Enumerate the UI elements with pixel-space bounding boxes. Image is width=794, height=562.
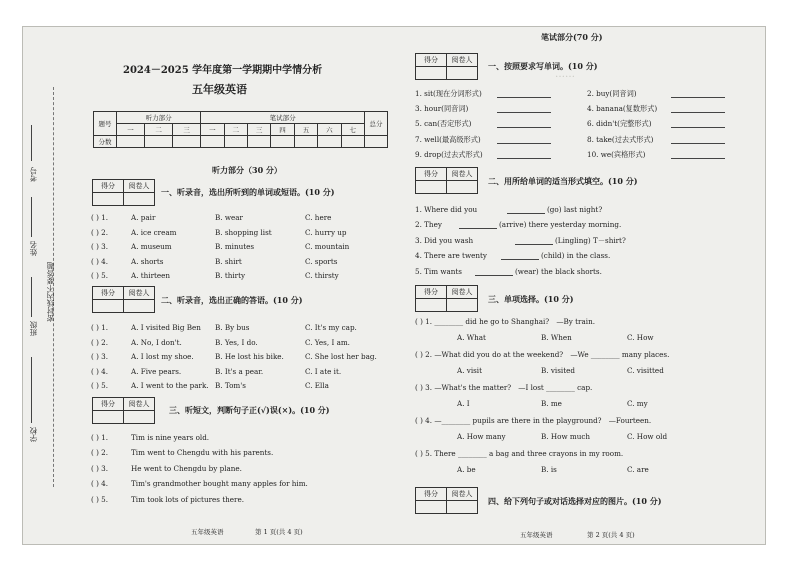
question-text[interactable]: ( ) 3. —What's the matter? —I lost ________ cap. [415, 383, 593, 392]
word-item: 6. didn't(完整形式) [587, 119, 652, 129]
written-col: 五 [294, 124, 317, 136]
grader-box [415, 487, 478, 514]
seal-warning: 密封线内不要答题 [46, 262, 55, 322]
xingming-label: 姓名 [29, 241, 38, 256]
answer-blank[interactable] [507, 213, 545, 214]
question-number[interactable]: ( ) 2. [91, 337, 109, 347]
option-a[interactable]: A. be [457, 465, 476, 474]
footer-page: 第 1 页(共 4 页) [255, 528, 303, 536]
grader-reader-cell[interactable] [447, 181, 478, 194]
grader-score-label: 得分 [93, 180, 124, 193]
word-item: 3. hour(同音词) [415, 104, 469, 114]
grader-reader-cell[interactable] [447, 299, 478, 312]
question-number[interactable]: ( ) 1. [91, 433, 109, 442]
grader-score-label: 得分 [93, 398, 124, 411]
question-text[interactable]: ( ) 5. There ________ a bag and three crayons in my room. [415, 449, 624, 458]
grader-score-cell[interactable] [416, 67, 447, 80]
answer-blank[interactable] [497, 112, 551, 113]
option-c[interactable]: C. How old [627, 432, 668, 441]
option-a[interactable]: A. I lost my shoe. [131, 352, 194, 362]
grader-score-label: 得分 [93, 287, 124, 300]
grader-reader-cell[interactable] [447, 67, 478, 80]
question-number[interactable]: ( ) 4. [91, 479, 109, 489]
grader-box [92, 286, 155, 313]
question-number[interactable]: ( ) 2. [91, 448, 109, 458]
option-a[interactable]: A. How many [457, 432, 506, 441]
written-col: 一 [201, 124, 224, 136]
option-a[interactable]: A. visit [457, 366, 482, 375]
fenshu-label: 分数 [94, 136, 117, 148]
grader-reader-cell[interactable] [124, 300, 155, 313]
exam-subtitle: 五年级英语 [192, 83, 247, 96]
sentence-end: (child) in the class. [541, 251, 611, 261]
question-number[interactable]: ( ) 2. [91, 227, 109, 237]
option-a[interactable]: A. Five pears. [131, 366, 182, 376]
option-c[interactable]: C. are [627, 465, 649, 474]
grader-box [415, 167, 478, 194]
statement-text: Tim took lots of pictures there. [131, 494, 244, 504]
option-c[interactable]: C. Ella [305, 381, 329, 391]
footer-page: 第 2 页(共 4 页) [587, 531, 635, 539]
score-cell[interactable] [117, 136, 145, 148]
grader-reader-label: 阅卷人 [447, 168, 478, 181]
score-cell[interactable] [145, 136, 173, 148]
score-cell[interactable] [341, 136, 364, 148]
score-cell[interactable] [271, 136, 294, 148]
answer-blank[interactable] [671, 112, 725, 113]
grader-reader-label: 阅卷人 [124, 180, 155, 193]
answer-blank[interactable] [671, 127, 725, 128]
answer-blank[interactable] [501, 259, 539, 260]
answer-blank[interactable] [497, 158, 551, 159]
option-a[interactable]: A. What [457, 333, 486, 342]
option-a[interactable]: A. thirteen [131, 271, 171, 281]
exam-title: 2024－2025 学年度第一学期期中学情分析 [123, 65, 323, 76]
total-header: 总分 [365, 112, 388, 136]
written-col: 四 [271, 124, 294, 136]
option-b[interactable]: B. How much [541, 432, 590, 441]
option-b[interactable]: B. Tom's [215, 381, 246, 391]
sentence-end: (arrive) there yesterday morning. [499, 220, 622, 230]
section-title: 二、用所给单词的适当形式填空。(10 分) [488, 176, 638, 186]
answer-blank[interactable] [497, 97, 551, 98]
section-title: 一、听录音，选出所听到的单词或短语。(10 分) [161, 187, 335, 197]
option-b[interactable]: B. He lost his bike. [215, 352, 284, 362]
grader-box [415, 285, 478, 312]
section-title: 四、给下列句子或对话选择对应的图片。(10 分) [488, 496, 662, 506]
footer-subject: 五年级英语 [520, 531, 553, 539]
option-c[interactable]: C. visitted [627, 366, 664, 375]
tihao-header: 题号 [94, 112, 117, 136]
grader-score-cell[interactable] [416, 501, 447, 514]
kaohao-label: 考号 [29, 167, 38, 182]
option-a[interactable]: A. I [457, 399, 470, 408]
written-col: 三 [247, 124, 270, 136]
exam-sheet [22, 26, 766, 545]
word-item: 10. we(宾格形式) [587, 149, 646, 159]
grader-box [92, 179, 155, 206]
option-b[interactable]: B. shirt [215, 256, 242, 266]
grader-score-label: 得分 [416, 168, 447, 181]
option-c[interactable]: C. here [305, 213, 332, 222]
grader-score-cell[interactable] [93, 193, 124, 206]
question-text[interactable]: ( ) 2. —What did you do at the weekend? —We ________ many places. [415, 350, 670, 359]
word-item: 7. well(最高级形式) [415, 134, 481, 144]
option-c[interactable]: C. She lost her bag. [305, 352, 377, 362]
section-title: 三、单项选择。(10 分) [488, 294, 574, 304]
option-b[interactable]: B. minutes [215, 242, 255, 252]
sentence-end: (wear) the black shorts. [515, 266, 602, 276]
question-number[interactable]: ( ) 3. [91, 352, 109, 362]
sentence-end: (Lingling) T－shirt? [555, 235, 626, 245]
answer-blank[interactable] [515, 244, 553, 245]
section-title: 三、听短文，判断句子正(√)误(×)。(10 分) [169, 405, 330, 415]
score-cell[interactable] [224, 136, 247, 148]
written-part-heading: 笔试部分(70 分) [541, 32, 603, 42]
listening-header: 听力部分 [117, 112, 201, 124]
grader-reader-label: 阅卷人 [124, 287, 155, 300]
grader-reader-cell[interactable] [124, 193, 155, 206]
listening-col: 三 [173, 124, 201, 136]
grader-score-label: 得分 [416, 54, 447, 67]
score-cell[interactable] [173, 136, 201, 148]
grader-score-cell[interactable] [93, 300, 124, 313]
option-c[interactable]: C. mountain [305, 242, 350, 252]
answer-blank[interactable] [497, 127, 551, 128]
xuexiao-line [31, 357, 32, 423]
grader-box [415, 53, 478, 80]
question-number[interactable]: ( ) 1. [91, 323, 109, 332]
word-item: 4. banana(复数形式) [587, 104, 658, 114]
banji-label: 班级 [29, 321, 38, 336]
option-b[interactable]: B. It's a pear. [215, 366, 264, 376]
grader-score-cell[interactable] [416, 181, 447, 194]
section-title: 一、按照要求写单词。(10 分) [488, 61, 598, 71]
grader-reader-cell[interactable] [447, 501, 478, 514]
score-table [93, 111, 388, 148]
score-cell[interactable] [318, 136, 341, 148]
option-c[interactable]: C. thirsty [305, 271, 339, 281]
word-item: 2. buy(同音词) [587, 89, 637, 98]
sentence-end: (go) last night? [547, 205, 603, 214]
written-col: 二 [224, 124, 247, 136]
grader-score-label: 得分 [416, 488, 447, 501]
written-header: 笔试部分 [201, 112, 365, 124]
grader-reader-label: 阅卷人 [447, 286, 478, 299]
question-number[interactable]: ( ) 5. [91, 271, 109, 281]
grader-reader-label: 阅卷人 [124, 398, 155, 411]
option-a[interactable]: A. pair [131, 213, 156, 222]
question-number[interactable]: ( ) 5. [91, 494, 109, 504]
score-cell[interactable] [294, 136, 317, 148]
statement-text: Tim's grandmother bought many apples for him. [131, 479, 308, 489]
footer-subject: 五年级英语 [191, 528, 224, 536]
word-item: 9. drop(过去式形式) [415, 149, 483, 159]
sentence-start: 5. Tim wants [415, 266, 462, 276]
question-number[interactable]: ( ) 3. [91, 463, 109, 473]
option-c[interactable]: C. Yes, I am. [305, 337, 350, 347]
section-title: 二、听录音，选出正确的答语。(10 分) [161, 295, 303, 305]
kaohao-line [31, 125, 32, 161]
score-cell[interactable] [201, 136, 224, 148]
question-number[interactable]: ( ) 1. [91, 213, 109, 222]
statement-text: Tim is nine years old. [131, 433, 210, 442]
option-c[interactable]: C. How [627, 333, 654, 342]
option-b[interactable]: B. shopping list [215, 227, 272, 237]
banji-line [31, 277, 32, 317]
option-c[interactable]: C. hurry up [305, 227, 347, 237]
answer-blank[interactable] [671, 158, 725, 159]
option-b[interactable]: B. visited [541, 366, 575, 375]
grader-reader-label: 阅卷人 [447, 54, 478, 67]
question-number[interactable]: ( ) 5. [91, 381, 109, 391]
question-number[interactable]: ( ) 3. [91, 242, 109, 252]
listening-col: 二 [145, 124, 173, 136]
score-cell[interactable] [365, 136, 388, 148]
question-text[interactable]: ( ) 4. —________ pupils are there in the playground? —Fourteen. [415, 416, 652, 425]
grader-box [92, 397, 155, 424]
grader-score-label: 得分 [416, 286, 447, 299]
written-col: 六 [318, 124, 341, 136]
option-a[interactable]: A. shorts [131, 256, 164, 266]
option-b[interactable]: B. me [541, 399, 562, 408]
option-a[interactable]: A. I visited Big Ben [131, 323, 201, 332]
option-c[interactable]: C. my [627, 399, 648, 408]
statement-text: He went to Chengdu by plane. [131, 463, 242, 473]
xuexiao-label: 学校 [29, 427, 38, 442]
answer-blank[interactable] [459, 228, 497, 229]
page-2 [395, 27, 765, 544]
listening-col: 一 [117, 124, 145, 136]
option-b[interactable]: B. By bus [215, 323, 250, 332]
option-c[interactable]: C. It's my cap. [305, 323, 357, 332]
word-item: 8. take(过去式形式) [587, 134, 654, 144]
option-a[interactable]: A. I went to the park. [131, 381, 209, 391]
option-b[interactable]: B. is [541, 465, 557, 474]
score-cell[interactable] [247, 136, 270, 148]
sentence-start: 2. They [415, 220, 442, 230]
page-1 [23, 27, 395, 544]
question-number[interactable]: ( ) 4. [91, 256, 109, 266]
written-col: 七 [341, 124, 364, 136]
answer-blank[interactable] [671, 97, 725, 98]
xingming-line [31, 197, 32, 237]
sentence-start: 3. Did you wash [415, 235, 474, 245]
statement-text: Tim went to Chengdu with his parents. [131, 448, 274, 458]
answer-blank[interactable] [671, 143, 725, 144]
grader-score-cell[interactable] [416, 299, 447, 312]
option-b[interactable]: B. thirty [215, 271, 246, 281]
grader-reader-cell[interactable] [124, 411, 155, 424]
option-b[interactable]: B. wear [215, 213, 243, 222]
listening-part-heading: 听力部分（30 分） [212, 165, 282, 175]
sentence-start: 1. Where did you [415, 205, 478, 214]
word-item: 1. sit(现在分词形式) [415, 89, 482, 98]
question-number[interactable]: ( ) 4. [91, 366, 109, 376]
option-b[interactable]: B. Yes, I do. [215, 337, 258, 347]
sentence-start: 4. There are twenty [415, 251, 487, 261]
option-a[interactable]: A. ice cream [131, 227, 177, 237]
grader-score-cell[interactable] [93, 411, 124, 424]
question-text[interactable]: ( ) 1. ________ did he go to Shanghai? —By train. [415, 317, 595, 326]
option-c[interactable]: C. sports [305, 256, 338, 266]
option-c[interactable]: C. I ate it. [305, 366, 342, 376]
option-b[interactable]: B. When [541, 333, 572, 342]
option-a[interactable]: A. No, I don't. [131, 337, 182, 347]
grader-reader-label: 阅卷人 [447, 488, 478, 501]
option-a[interactable]: A. museum [131, 242, 172, 252]
answer-blank[interactable] [475, 275, 513, 276]
bleed-through-text: …… [555, 69, 575, 80]
word-item: 5. can(否定形式) [415, 119, 472, 129]
answer-blank[interactable] [497, 143, 551, 144]
